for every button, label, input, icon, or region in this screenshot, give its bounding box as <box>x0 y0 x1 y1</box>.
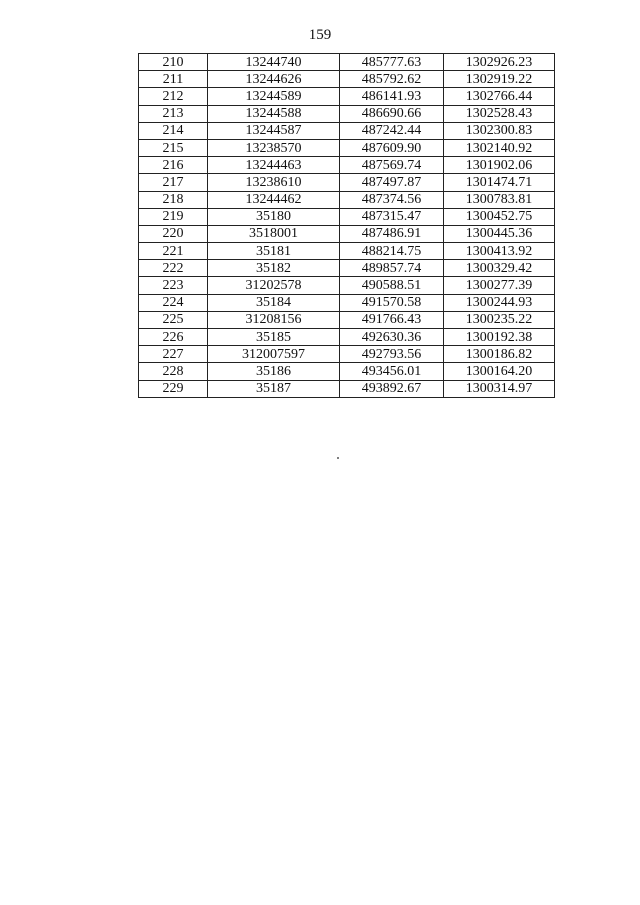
x-coordinate-cell: 487374.56 <box>340 191 444 208</box>
point-id-cell: 31208156 <box>208 311 340 328</box>
x-coordinate-cell: 493456.01 <box>340 363 444 380</box>
y-coordinate-cell: 1302528.43 <box>444 105 555 122</box>
row-number-cell: 211 <box>139 71 208 88</box>
x-coordinate-cell: 490588.51 <box>340 277 444 294</box>
table-row <box>139 157 555 174</box>
scan-speck <box>337 457 339 459</box>
x-coordinate-cell: 492630.36 <box>340 329 444 346</box>
table-row <box>139 88 555 105</box>
y-coordinate-cell: 1302140.92 <box>444 139 555 156</box>
row-number-cell: 213 <box>139 105 208 122</box>
table-row <box>139 346 555 363</box>
row-number-cell: 216 <box>139 157 208 174</box>
table-row <box>139 294 555 311</box>
row-number-cell: 221 <box>139 243 208 260</box>
table-row <box>139 277 555 294</box>
row-number-cell: 215 <box>139 139 208 156</box>
x-coordinate-cell: 486690.66 <box>340 105 444 122</box>
row-number-cell: 224 <box>139 294 208 311</box>
y-coordinate-cell: 1300413.92 <box>444 243 555 260</box>
row-number-cell: 219 <box>139 208 208 225</box>
coordinates-table <box>138 53 555 398</box>
point-id-cell: 13244740 <box>208 54 340 71</box>
point-id-cell: 13244588 <box>208 105 340 122</box>
point-id-cell: 13244626 <box>208 71 340 88</box>
point-id-cell: 13244462 <box>208 191 340 208</box>
table-row <box>139 105 555 122</box>
point-id-cell: 35187 <box>208 380 340 397</box>
x-coordinate-cell: 489857.74 <box>340 260 444 277</box>
row-number-cell: 220 <box>139 225 208 242</box>
y-coordinate-cell: 1300329.42 <box>444 260 555 277</box>
point-id-cell: 35184 <box>208 294 340 311</box>
row-number-cell: 217 <box>139 174 208 191</box>
x-coordinate-cell: 487315.47 <box>340 208 444 225</box>
row-number-cell: 222 <box>139 260 208 277</box>
table-row <box>139 174 555 191</box>
point-id-cell: 13238570 <box>208 139 340 156</box>
y-coordinate-cell: 1300164.20 <box>444 363 555 380</box>
point-id-cell: 31202578 <box>208 277 340 294</box>
y-coordinate-cell: 1302919.22 <box>444 71 555 88</box>
y-coordinate-cell: 1300277.39 <box>444 277 555 294</box>
y-coordinate-cell: 1302926.23 <box>444 54 555 71</box>
row-number-cell: 229 <box>139 380 208 397</box>
table-row <box>139 208 555 225</box>
point-id-cell: 13244589 <box>208 88 340 105</box>
table-row <box>139 311 555 328</box>
y-coordinate-cell: 1300235.22 <box>444 311 555 328</box>
y-coordinate-cell: 1301902.06 <box>444 157 555 174</box>
y-coordinate-cell: 1300186.82 <box>444 346 555 363</box>
row-number-cell: 225 <box>139 311 208 328</box>
row-number-cell: 218 <box>139 191 208 208</box>
table-body <box>139 54 555 398</box>
page-number: 159 <box>308 27 332 43</box>
point-id-cell: 35181 <box>208 243 340 260</box>
row-number-cell: 212 <box>139 88 208 105</box>
x-coordinate-cell: 493892.67 <box>340 380 444 397</box>
table-row <box>139 363 555 380</box>
y-coordinate-cell: 1300244.93 <box>444 294 555 311</box>
point-id-cell: 312007597 <box>208 346 340 363</box>
x-coordinate-cell: 487486.91 <box>340 225 444 242</box>
row-number-cell: 210 <box>139 54 208 71</box>
table-row <box>139 122 555 139</box>
table-row <box>139 71 555 88</box>
row-number-cell: 223 <box>139 277 208 294</box>
point-id-cell: 3518001 <box>208 225 340 242</box>
x-coordinate-cell: 487497.87 <box>340 174 444 191</box>
y-coordinate-cell: 1302300.83 <box>444 122 555 139</box>
x-coordinate-cell: 487609.90 <box>340 139 444 156</box>
point-id-cell: 35185 <box>208 329 340 346</box>
table-row <box>139 329 555 346</box>
point-id-cell: 35182 <box>208 260 340 277</box>
point-id-cell: 13244463 <box>208 157 340 174</box>
x-coordinate-cell: 492793.56 <box>340 346 444 363</box>
table-row <box>139 225 555 242</box>
y-coordinate-cell: 1300445.36 <box>444 225 555 242</box>
x-coordinate-cell: 485777.63 <box>340 54 444 71</box>
x-coordinate-cell: 487242.44 <box>340 122 444 139</box>
x-coordinate-cell: 491766.43 <box>340 311 444 328</box>
row-number-cell: 226 <box>139 329 208 346</box>
row-number-cell: 227 <box>139 346 208 363</box>
y-coordinate-cell: 1301474.71 <box>444 174 555 191</box>
x-coordinate-cell: 485792.62 <box>340 71 444 88</box>
table-row <box>139 139 555 156</box>
y-coordinate-cell: 1300314.97 <box>444 380 555 397</box>
y-coordinate-cell: 1300783.81 <box>444 191 555 208</box>
row-number-cell: 214 <box>139 122 208 139</box>
x-coordinate-cell: 487569.74 <box>340 157 444 174</box>
point-id-cell: 13238610 <box>208 174 340 191</box>
x-coordinate-cell: 486141.93 <box>340 88 444 105</box>
table-row <box>139 380 555 397</box>
y-coordinate-cell: 1302766.44 <box>444 88 555 105</box>
x-coordinate-cell: 488214.75 <box>340 243 444 260</box>
row-number-cell: 228 <box>139 363 208 380</box>
table-row <box>139 54 555 71</box>
point-id-cell: 35186 <box>208 363 340 380</box>
y-coordinate-cell: 1300452.75 <box>444 208 555 225</box>
point-id-cell: 35180 <box>208 208 340 225</box>
point-id-cell: 13244587 <box>208 122 340 139</box>
table-row <box>139 243 555 260</box>
table-row <box>139 191 555 208</box>
table-row <box>139 260 555 277</box>
y-coordinate-cell: 1300192.38 <box>444 329 555 346</box>
x-coordinate-cell: 491570.58 <box>340 294 444 311</box>
